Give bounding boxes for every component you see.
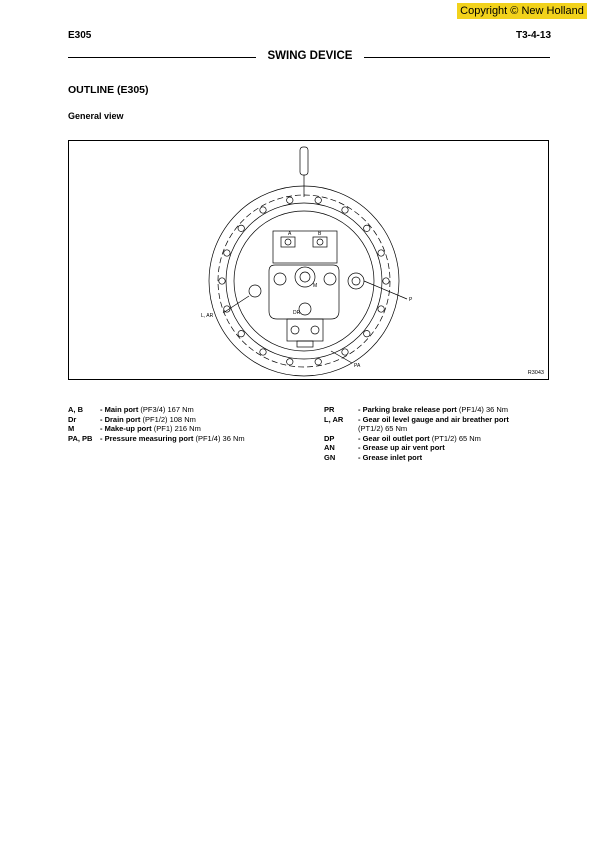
flange-bolt <box>315 197 321 203</box>
legend-spec: (PF3/4) 167 Nm <box>138 405 194 414</box>
legend-code: DP <box>324 433 335 443</box>
flange-bolt <box>383 278 389 284</box>
legend-name: - Gear oil outlet port <box>358 433 430 443</box>
label-l-ar: L, AR <box>201 313 214 319</box>
swing-device-figure <box>68 140 549 380</box>
legend-spec: (PF1/4) 36 Nm <box>456 405 509 414</box>
legend-spec: (PT1/2) 65 Nm <box>358 424 408 434</box>
legend-name: - Drain port <box>100 414 141 424</box>
legend-code: L, AR <box>324 414 344 424</box>
legend-name: - Pressure measuring port <box>100 433 194 443</box>
label-b: B <box>318 231 322 237</box>
header-model: E305 <box>68 30 92 41</box>
flange-bolt <box>342 207 348 213</box>
legend-name: - Parking brake release port <box>358 405 457 414</box>
legend-code: AN <box>324 443 335 453</box>
flange-bolt <box>238 331 244 337</box>
legend-code: GN <box>324 452 336 462</box>
legend-name: - Make-up port <box>100 424 152 434</box>
outline-title: OUTLINE (E305) <box>68 84 149 96</box>
flange-bolt <box>364 331 370 337</box>
legend-right <box>324 405 554 463</box>
legend-row <box>324 434 554 444</box>
title-rule-right <box>364 57 550 58</box>
figure-ref-code: R3043 <box>527 370 544 376</box>
flange-bolt <box>260 207 266 213</box>
legend-code: A, B <box>68 405 83 414</box>
flange-bolt <box>342 349 348 355</box>
flange-bolt <box>315 359 321 365</box>
legend-spec: (PT1/2) 65 Nm <box>429 433 481 443</box>
legend-code: M <box>68 424 75 434</box>
legend-name: - Grease up air vent port <box>358 443 445 453</box>
legend-row <box>68 434 308 444</box>
flange-bolt <box>378 250 384 256</box>
legend-spec: (PF1/2) 108 Nm <box>140 414 196 424</box>
label-m: M <box>313 283 318 289</box>
legend-code: PA, PB <box>68 433 93 443</box>
legend-row <box>68 424 308 434</box>
section-title: SWING DEVICE <box>267 50 353 62</box>
legend-code: Dr <box>68 414 77 424</box>
legend-name: - Grease inlet port <box>358 452 423 462</box>
flange-bolt <box>364 225 370 231</box>
flange-bolt <box>287 197 293 203</box>
label-a: A <box>288 231 292 237</box>
flange-bolt <box>287 359 293 365</box>
legend-name: - Gear oil level gauge and air breather port <box>358 414 509 424</box>
title-rule-left <box>68 57 256 58</box>
brake-block <box>287 319 323 341</box>
outer-flange-ring <box>209 186 399 376</box>
dipstick-handle <box>300 147 308 175</box>
flange-bolt <box>224 250 230 256</box>
flange-bolts <box>219 197 389 365</box>
general-view-subheading: General view <box>68 111 124 121</box>
legend-row <box>324 405 554 415</box>
legend-name: - Main port <box>100 405 139 414</box>
flange-bolt <box>260 349 266 355</box>
legend-row <box>68 405 308 415</box>
legend-row <box>68 415 308 425</box>
legend-spec: (PF1) 216 Nm <box>151 424 201 434</box>
flange-bolt <box>238 225 244 231</box>
swing-device-drawing <box>69 141 550 381</box>
flange-bolt <box>219 278 225 284</box>
legend-row <box>324 443 554 453</box>
make-up-port-circle <box>295 267 318 289</box>
label-dr: DR <box>293 310 301 316</box>
header-page-ref: T3-4-13 <box>515 30 551 41</box>
legend-row <box>324 453 554 463</box>
copyright-banner: Copyright © New Holland <box>457 3 587 19</box>
label-pa: PA <box>354 363 361 369</box>
flange-bolt <box>378 306 384 312</box>
legend-code: PR <box>324 405 335 414</box>
legend-spec: (PF1/4) 36 Nm <box>193 433 245 443</box>
legend-row <box>324 415 554 434</box>
label-p: P <box>409 297 413 303</box>
legend-left <box>68 405 308 443</box>
